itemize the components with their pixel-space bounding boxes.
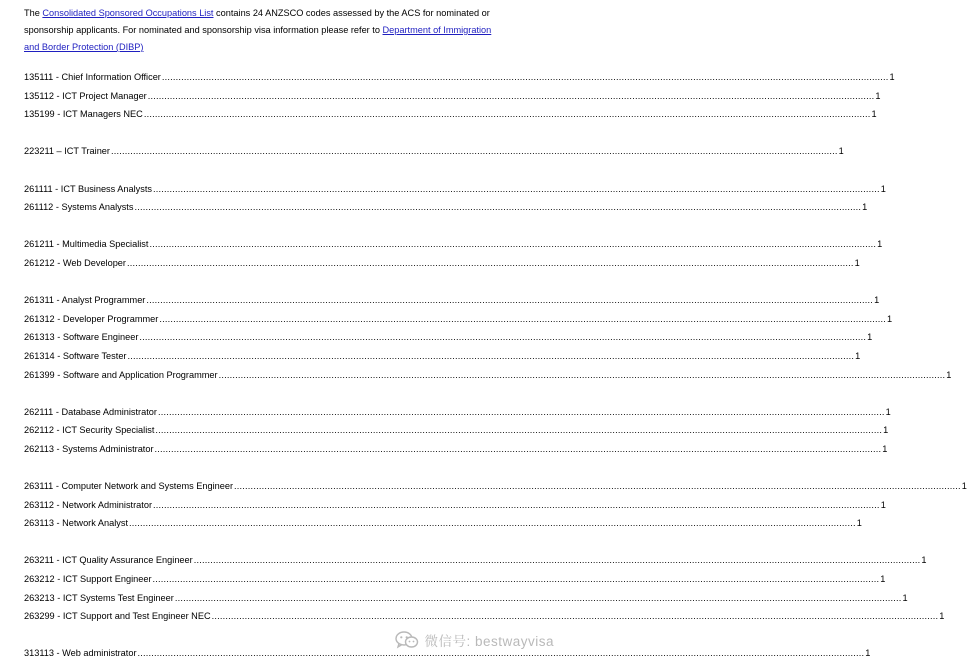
dot-leader bbox=[219, 366, 946, 385]
toc-entry[interactable] bbox=[24, 254, 860, 273]
toc-entry[interactable] bbox=[24, 180, 886, 199]
toc-entry-label: 261212 - Web Developer bbox=[24, 257, 126, 268]
toc-entry[interactable] bbox=[24, 328, 873, 347]
toc-entry-label: 263212 - ICT Support Engineer bbox=[24, 574, 152, 585]
toc-entry-label: 135199 - ICT Managers NEC bbox=[24, 109, 143, 120]
watermark-text: 微信号: bestwayvisa bbox=[424, 634, 554, 649]
toc-entry[interactable] bbox=[24, 440, 888, 459]
toc-entry[interactable] bbox=[24, 105, 877, 124]
dot-leader bbox=[146, 291, 873, 310]
dot-leader bbox=[144, 105, 871, 124]
toc-entry-page-number: 1 bbox=[946, 369, 952, 380]
group-spacer bbox=[24, 124, 566, 143]
intro-text: The bbox=[24, 8, 43, 18]
dot-leader bbox=[149, 235, 876, 254]
dot-leader bbox=[212, 607, 939, 626]
group-spacer bbox=[24, 458, 566, 477]
toc-entry[interactable] bbox=[24, 496, 886, 515]
dibp-link-continued[interactable]: and Border Protection (DIBP) bbox=[24, 42, 144, 52]
dot-leader bbox=[129, 514, 856, 533]
toc-entry[interactable] bbox=[24, 403, 891, 422]
toc-entry-label: 135112 - ICT Project Manager bbox=[24, 90, 147, 101]
toc-entry[interactable] bbox=[24, 570, 886, 589]
toc-entry-label: 263113 - Network Analyst bbox=[24, 518, 129, 529]
dot-leader bbox=[153, 570, 880, 589]
intro-line-3 bbox=[24, 39, 566, 56]
toc-entry[interactable] bbox=[24, 235, 883, 254]
toc-entry-label: 263211 - ICT Quality Assurance Engineer bbox=[24, 555, 193, 566]
dot-leader bbox=[175, 589, 902, 608]
dot-leader bbox=[234, 477, 961, 496]
toc-entry-label: 263111 - Computer Network and Systems Engineer bbox=[24, 481, 234, 492]
toc-entry-page-number: 1 bbox=[854, 257, 860, 268]
toc-entry[interactable] bbox=[24, 291, 880, 310]
toc-entry[interactable] bbox=[24, 198, 868, 217]
toc-entry-page-number: 1 bbox=[877, 239, 883, 250]
dot-leader bbox=[127, 347, 854, 366]
toc-entry-label: 261111 - ICT Business Analysts bbox=[24, 183, 153, 194]
toc-entry[interactable] bbox=[24, 347, 861, 366]
toc-entry-page-number: 1 bbox=[883, 425, 889, 436]
dibp-link[interactable]: Department of Immigration bbox=[382, 25, 492, 35]
dot-leader bbox=[159, 310, 886, 329]
toc-entry[interactable] bbox=[24, 68, 895, 87]
dot-leader bbox=[194, 551, 921, 570]
dot-leader bbox=[155, 421, 882, 440]
toc-entry-label: 261312 - Developer Programmer bbox=[24, 313, 159, 324]
toc-entry[interactable] bbox=[24, 477, 967, 496]
toc-entry-label: 261314 - Software Tester bbox=[24, 350, 127, 361]
group-spacer bbox=[24, 273, 566, 292]
occupation-code-list bbox=[24, 68, 967, 663]
dot-leader bbox=[127, 254, 854, 273]
toc-entry-label: 261313 - Software Engineer bbox=[24, 332, 139, 343]
toc-entry-label: 263299 - ICT Support and Test Engineer NEC bbox=[24, 611, 211, 622]
toc-entry[interactable] bbox=[24, 589, 908, 608]
toc-entry[interactable] bbox=[24, 310, 893, 329]
dot-leader bbox=[155, 440, 882, 459]
toc-entry[interactable] bbox=[24, 87, 881, 106]
dot-leader bbox=[153, 496, 880, 515]
dot-leader bbox=[134, 198, 861, 217]
toc-entry-label: 262111 - Database Administrator bbox=[24, 406, 157, 417]
intro-line-1 bbox=[24, 5, 566, 22]
toc-entry-page-number: 1 bbox=[882, 443, 888, 454]
dot-leader bbox=[139, 328, 866, 347]
intro-line-2 bbox=[24, 22, 566, 39]
toc-entry-page-number: 1 bbox=[862, 202, 868, 213]
toc-entry-page-number: 1 bbox=[880, 574, 886, 585]
watermark bbox=[395, 630, 554, 650]
toc-entry-label: 313113 - Web administrator bbox=[24, 648, 137, 659]
toc-entry-label: 262113 - Systems Administrator bbox=[24, 443, 154, 454]
consolidated-sponsored-occupations-list-link[interactable]: Consolidated Sponsored Occupations List bbox=[42, 8, 214, 18]
dot-leader bbox=[158, 403, 885, 422]
wechat-icon bbox=[395, 631, 419, 649]
toc-entry-page-number: 1 bbox=[889, 72, 895, 82]
toc-entry-page-number: 1 bbox=[856, 518, 862, 529]
toc-entry[interactable] bbox=[24, 551, 927, 570]
toc-entry-label: 261399 - Software and Application Programmer bbox=[24, 369, 218, 380]
toc-entry-page-number: 1 bbox=[874, 295, 880, 306]
group-spacer bbox=[24, 384, 566, 403]
toc-entry-page-number: 1 bbox=[902, 592, 908, 603]
intro-paragraph bbox=[24, 5, 566, 56]
toc-entry-page-number: 1 bbox=[961, 481, 967, 492]
toc-entry-page-number: 1 bbox=[855, 350, 861, 361]
toc-entry-page-number: 1 bbox=[880, 499, 886, 510]
toc-entry-label: 261112 - Systems Analysts bbox=[24, 202, 134, 213]
toc-entry-label: 263112 - Network Administrator bbox=[24, 499, 152, 510]
toc-entry-page-number: 1 bbox=[885, 406, 891, 417]
toc-entry-page-number: 1 bbox=[867, 332, 873, 343]
toc-entry-label: 135111 - Chief Information Officer bbox=[24, 72, 161, 82]
group-spacer bbox=[24, 217, 566, 236]
intro-text: sponsorship applicants. For nominated and sponsorship visa information please refer to bbox=[24, 25, 383, 35]
dot-leader bbox=[153, 180, 880, 199]
toc-entry-label: 263213 - ICT Systems Test Engineer bbox=[24, 592, 174, 603]
dot-leader bbox=[111, 142, 838, 161]
dot-leader bbox=[162, 68, 889, 87]
toc-entry-label: 261311 - Analyst Programmer bbox=[24, 295, 146, 306]
dot-leader bbox=[148, 87, 875, 106]
toc-entry-page-number: 1 bbox=[880, 183, 886, 194]
toc-entry[interactable] bbox=[24, 142, 844, 161]
toc-entry-page-number: 1 bbox=[871, 109, 877, 120]
toc-entry-page-number: 1 bbox=[875, 90, 881, 101]
toc-entry-page-number: 1 bbox=[838, 146, 844, 157]
toc-entry-page-number: 1 bbox=[939, 611, 945, 622]
toc-entry-label: 262112 - ICT Security Specialist bbox=[24, 425, 155, 436]
toc-entry-page-number: 1 bbox=[921, 555, 927, 566]
toc-entry-label: 261211 - Multimedia Specialist bbox=[24, 239, 149, 250]
intro-text: contains 24 ANZSCO codes assessed by the ACS for nominated or bbox=[213, 8, 490, 18]
toc-entry[interactable] bbox=[24, 514, 862, 533]
toc-entry-page-number: 1 bbox=[887, 313, 893, 324]
toc-entry-page-number: 1 bbox=[865, 648, 871, 659]
toc-entry[interactable] bbox=[24, 421, 889, 440]
toc-entry-label: 223211 – ICT Trainer bbox=[24, 146, 110, 157]
toc-entry[interactable] bbox=[24, 366, 952, 385]
toc-entry[interactable] bbox=[24, 607, 945, 626]
group-spacer bbox=[24, 161, 566, 180]
group-spacer bbox=[24, 533, 566, 552]
